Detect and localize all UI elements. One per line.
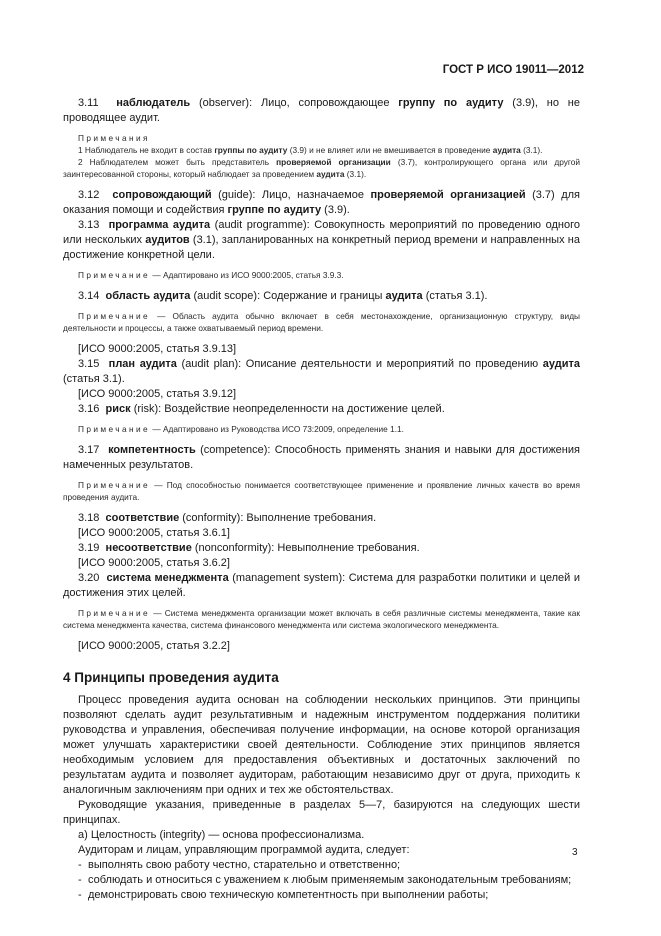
document-id: ГОСТ Р ИСО 19011—2012 xyxy=(442,64,584,76)
term-3-20: 3.20 система менеджмента (management system): Система для разработки политики и целей и достижения этих целей. xyxy=(63,572,580,599)
section-paragraph-2: Руководящие указания, приведенные в разделах 5—7, базируются на следующих шести принципах. xyxy=(63,799,580,826)
principle-a: а) Целостность (integrity) — основа профессионализма. xyxy=(78,829,365,841)
list-item: - демонстрировать свою техническую компетентность при выполнении работы; xyxy=(78,889,489,901)
page-number: 3 xyxy=(572,847,578,858)
list-item: - выполнять свою работу честно, старательно и ответственно; xyxy=(78,859,401,871)
note-3-16: Примечание — Адаптировано из Руководства ИСО 73:2009, определение 1.1. xyxy=(78,424,404,434)
note-3-14: Примечание — Область аудита обычно включает в себя местонахождение, организационную структуру, виды деятельности и процессы, а также охватываемый период времени. xyxy=(63,311,580,333)
term-3-11: 3.11 наблюдатель (observer): Лицо, сопровождающее группу по аудиту (3.9), но не проводящее аудит. xyxy=(63,97,581,124)
term-3-12: 3.12 сопровождающий (guide): Лицо, назначаемое проверяемой организацией (3.7) для оказания помощи и содействия группе по аудиту (3.9). xyxy=(63,189,580,216)
note-label: Примечания xyxy=(78,133,150,143)
section-heading: 4 Принципы проведения аудита xyxy=(63,670,279,685)
section-paragraph-1: Процесс проведения аудита основан на соблюдении нескольких принципов. Эти принципы позволяют сделать аудит результативным и надежным инструментом поддержания политики руководства и управления, обеспечивая получение информации, на основе которой организация может улучшать характеристики своей деятельности. Соблюдение этих принципов является необходимым условием для предоставления объективных и достаточных заключений по результатам аудита и позволяет аудиторам, работающим независимо друг от друга, приходить к аналогичным заключениям при одних и тех же обстоятельствах. xyxy=(63,694,580,796)
term-3-17: 3.17 компетентность (competence): Способность применять знания и навыки для достижения намеченных результатов. xyxy=(63,444,580,471)
term-3-16: 3.16 риск (risk): Воздействие неопределенности на достижение целей. xyxy=(78,403,445,415)
note-3-20: Примечание — Система менеджмента организации может включать в себя различные системы менеджмента, такие как система менеджмента качества, система финансового менеджмента или система экологического менеджмента. xyxy=(63,608,580,630)
note-2: 2 Наблюдателем может быть представитель проверяемой организации (3.7), контролирующего органа или другой заинтересованной стороны, который наблюдает за проведением аудита (3.1). xyxy=(63,157,580,179)
list-item: - соблюдать и относиться с уважением к любым применяемым законодательным требованиям; xyxy=(78,874,572,886)
term-3-14: 3.14 область аудита (audit scope): Содержание и границы аудита (статья 3.1). xyxy=(78,290,488,302)
term-3-18: 3.18 соответствие (conformity): Выполнение требования. xyxy=(78,512,377,524)
note-3-13: Примечание — Адаптировано из ИСО 9000:2005, статья 3.9.3. xyxy=(78,270,344,280)
page-content xyxy=(63,96,580,903)
source-3-20: [ИСО 9000:2005, статья 3.2.2] xyxy=(78,640,230,652)
source-3-14: [ИСО 9000:2005, статья 3.9.13] xyxy=(78,343,237,355)
source-3-15: [ИСО 9000:2005, статья 3.9.12] xyxy=(78,388,237,400)
source-3-19: [ИСО 9000:2005, статья 3.6.2] xyxy=(78,557,230,569)
term-3-15: 3.15 план аудита (audit plan): Описание деятельности и мероприятий по проведению аудита (статья 3.1). xyxy=(63,358,580,385)
note-1: 1 Наблюдатель не входит в состав группы по аудиту (3.9) и не влияет или не вмешивается в проведение аудита (3.1). xyxy=(78,145,543,155)
source-3-18: [ИСО 9000:2005, статья 3.6.1] xyxy=(78,527,230,539)
note-3-17: Примечание — Под способностью понимается соответствующее применение и проявление личных качеств во время проведения аудита. xyxy=(63,480,580,502)
section-paragraph-4: Аудиторам и лицам, управляющим программой аудита, следует: xyxy=(78,844,410,856)
term-3-13: 3.13 программа аудита (audit programme): Совокупность мероприятий по проведению одного или нескольких аудитов (3.1), запланированных на конкретный период времени и направленных на достижение конкретной цели. xyxy=(63,219,580,261)
term-3-19: 3.19 несоответствие (nonconformity): Невыполнение требования. xyxy=(78,542,420,554)
